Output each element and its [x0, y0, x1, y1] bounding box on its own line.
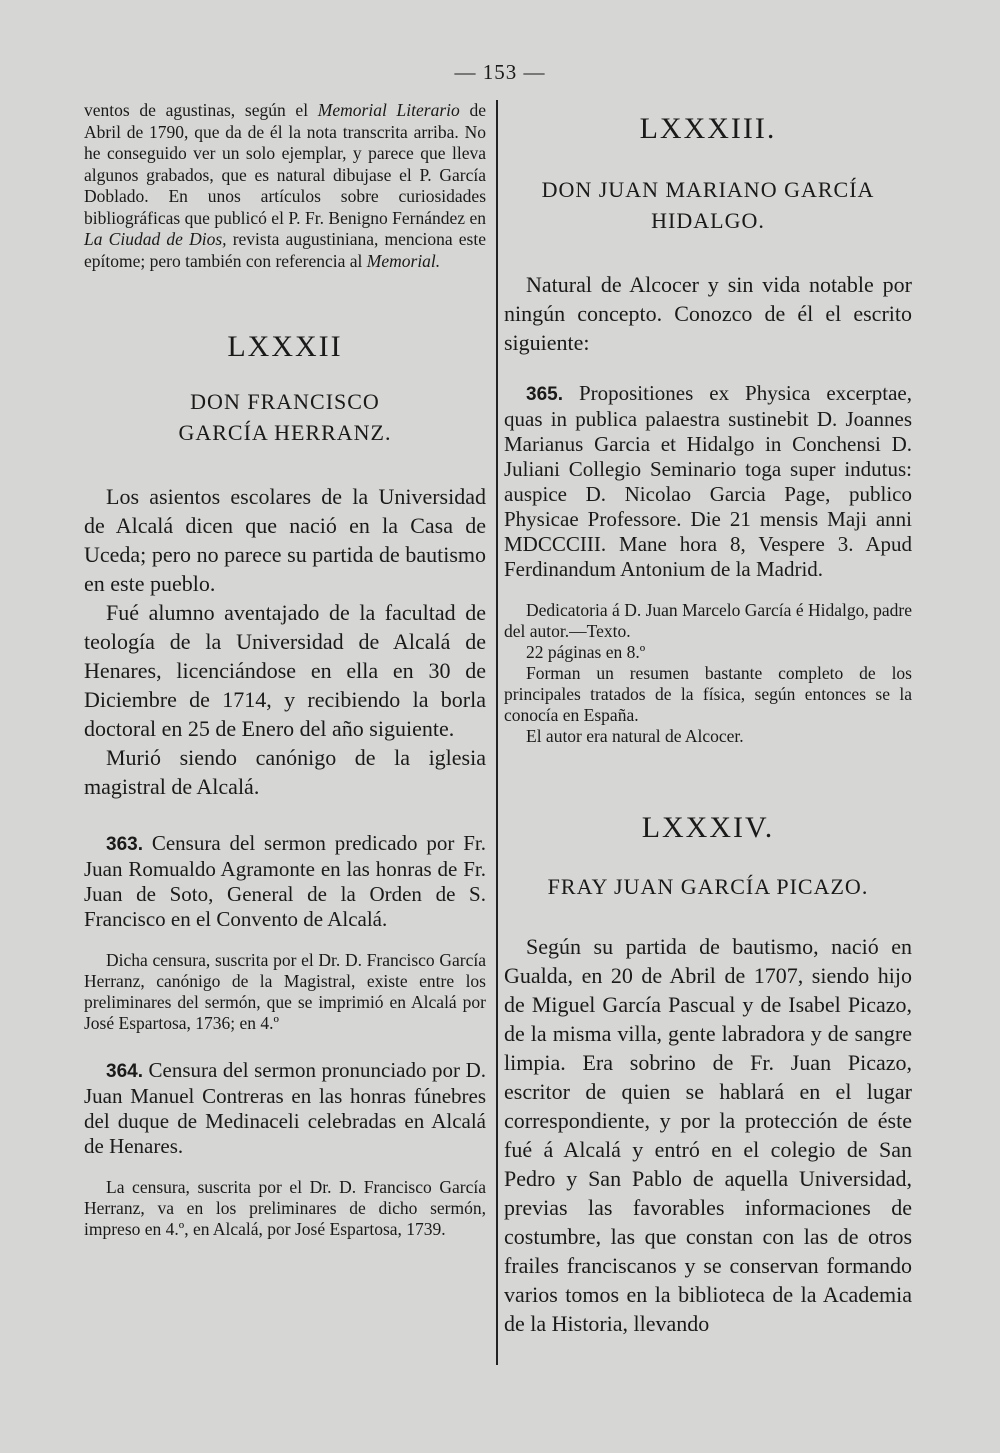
- section-person: DON JUAN MARIANO GARCÍA HIDALGO.: [541, 177, 875, 233]
- entry-note: El autor era natural de Alcocer.: [526, 726, 744, 746]
- section-person: FRAY JUAN GARCÍA PICAZO.: [547, 874, 869, 899]
- continued-paragraph: ventos de agustinas, según el Memorial Literario de Abril de 1790, que da de él la nota transcrita arriba. No he conseguido ver un solo ejemplar, y parece que lleva algunos grabados, que es natural dibujase el P. García Doblado. En unos artículos sobre curiosidades bibliográficas que publicó el P. Fr. Benigno Fernández en La Ciudad de Dios, revista augustiniana, menciona este epítome; pero también con referencia al Memorial.: [84, 100, 486, 271]
- section-numeral: LXXXII: [227, 330, 343, 363]
- section-person: DON FRANCISCO GARCÍA HERRANZ.: [178, 389, 392, 445]
- left-column: [84, 100, 486, 1240]
- entry-note: Forman un resumen bastante completo de los principales tratados de la física, según entonces se la conocía en España.: [504, 663, 912, 725]
- column-divider: [496, 100, 498, 1365]
- entry-note: Dicha censura, suscrita por el Dr. D. Francisco García Herranz, canónigo de la Magistral, existe entre los preliminares del sermón, que se imprimió en Alcalá por José Espartosa, 1736; en 4.º: [84, 950, 486, 1033]
- entry-note: 22 páginas en 8.º: [526, 642, 646, 662]
- biography-paragraph: Murió siendo canónigo de la iglesia magistral de Alcalá.: [84, 745, 486, 799]
- section-numeral: LXXXIV.: [641, 811, 775, 844]
- section-numeral: LXXXIII.: [639, 112, 777, 145]
- entry-number: 364.: [106, 1061, 143, 1082]
- right-column: [504, 100, 912, 1338]
- page-number: — 153 —: [454, 60, 546, 84]
- biography-paragraph: Los asientos escolares de la Universidad de Alcalá dicen que nació en la Casa de Uceda; pero no parece su partida de bautismo en este pueblo.: [84, 484, 486, 596]
- entry-number: 363.: [106, 834, 143, 855]
- biography-paragraph: Natural de Alcocer y sin vida notable por ningún concepto. Conozco de él el escrito siguiente:: [504, 272, 912, 355]
- bibliography-entry: 364. Censura del sermon pronunciado por D. Juan Manuel Contreras en las honras fúnebres del duque de Medinaceli celebradas en Alcalá de Henares.: [84, 1058, 486, 1158]
- biography-paragraph: Según su partida de bautismo, nació en Gualda, en 20 de Abril de 1707, siendo hijo de Miguel García Pascual y de Isabel Picazo, de la misma villa, gente labradora y de sangre limpia. Era sobrino de Fr. Juan Picazo, escritor de quien se hablará en el lugar correspondiente, y por la protección de éste fué á Alcalá y entró en el colegio de San Pedro y San Pablo de aquella Universidad, previas las favorables informaciones de costumbre, las que constan con las de otros frailes franciscanos y se conservan formando varios tomos en la biblioteca de la Academia de la Historia, llevando: [504, 934, 912, 1336]
- biography-paragraph: Fué alumno aventajado de la facultad de teología de la Universidad de Alcalá de Henares, licenciándose en ella en 30 de Diciembre de 1714, y recibiendo la borla doctoral en 25 de Enero del año siguiente.: [84, 600, 486, 741]
- bibliography-entry: 365. Propositiones ex Physica excerptae, quas in publica palaestra sustinebit D. Joannes Marianus Garcia et Hidalgo in Conchensi D. Juliani Collegio Seminario toga super indutus: auspice D. Nicolao Garcia Page, publico Physicae Professore. Die 21 mensis Maji anni MDCCCIII. Mane hora 8, Vespere 3. Apud Ferdinandum Antonium de la Madrid.: [504, 381, 912, 581]
- entry-note: Dedicatoria á D. Juan Marcelo García é Hidalgo, padre del autor.—Texto.: [504, 600, 912, 641]
- entry-number: 365.: [526, 384, 563, 405]
- bibliography-entry: 363. Censura del sermon predicado por Fr. Juan Romualdo Agramonte en las honras de Fr. Juan de Soto, General de la Orden de S. Francisco en el Convento de Alcalá.: [84, 831, 486, 931]
- entry-note: La censura, suscrita por el Dr. D. Francisco García Herranz, va en los preliminares de dicho sermón, impreso en 4.º, en Alcalá, por José Espartosa, 1739.: [84, 1177, 486, 1239]
